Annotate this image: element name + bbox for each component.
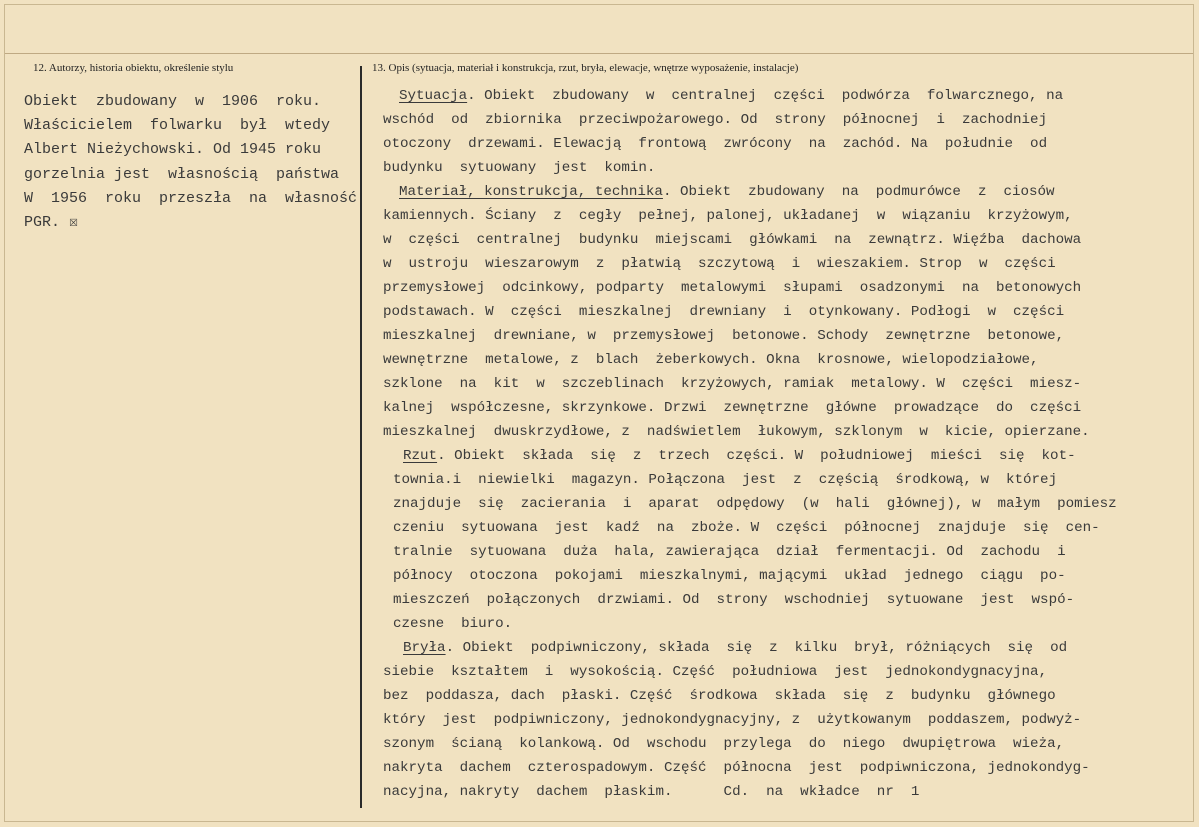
text-line	[383, 540, 1189, 564]
text-line: Obiekt zbudowany w 1906 roku.	[24, 93, 322, 110]
section-13-header: 13. Opis (sytuacja, materiał i konstrukcja, rzut, bryła, elewacje, wnętrze wyposażenie, instalacje)	[372, 62, 799, 74]
line-text: townia.i niewielki magazyn. Połączona jest z częścią środkową, w której	[393, 472, 1058, 488]
text-line	[383, 252, 1189, 276]
line-text: . Obiekt podpiwniczony, składa się z kilku brył, różniących się od	[445, 640, 1068, 656]
line-text: w ustroju wieszarowym z płatwią szczytową i wieszakiem. Strop w części	[383, 256, 1056, 272]
text-line: gorzelnia jest własnością państwa	[24, 165, 340, 183]
line-text: północy otoczona pokojami mieszkalnymi, mającymi układ jednego ciągu po-	[393, 568, 1066, 584]
text-line	[383, 444, 1189, 468]
line-text: kalnej współczesne, skrzynkowe. Drzwi zewnętrzne główne prowadzące do części	[383, 400, 1082, 416]
text-line	[383, 492, 1189, 516]
text-line	[383, 156, 1189, 180]
text-line	[383, 756, 1189, 780]
text-line	[383, 372, 1189, 396]
line-text: bez poddasza, dach płaski. Część środkowa składa się z budynku głównego	[383, 688, 1056, 704]
text-line: W 1956 roku przeszła na własność	[24, 189, 358, 207]
text-line	[383, 204, 1189, 228]
text-line	[383, 324, 1189, 348]
section-12-header: 12. Autorzy, historia obiektu, określenie stylu	[33, 62, 234, 74]
line-text: czeniu sytuowana jest kadź na zboże. W części północnej znajduje się cen-	[393, 520, 1100, 536]
section-heading: Sytuacja	[399, 88, 468, 104]
line-text: szonym ścianą kolankową. Od wschodu przylega do niego dwupiętrowa wieża,	[383, 736, 1065, 752]
line-text: podstawach. W części mieszkalnej drewniany i otynkowany. Podłogi w części	[383, 304, 1065, 320]
line-text: . Obiekt składa się z trzech części. W południowej mieści się kot-	[437, 448, 1076, 464]
line-text: budynku sytuowany jest komin.	[383, 160, 656, 176]
line-text: kamiennych. Ściany z cegły pełnej, palonej, układanej w wiązaniu krzyżowym,	[383, 208, 1073, 224]
line-text: znajduje się zacierania i aparat odpędowy (w hali głównej), w małym pomiesz	[393, 496, 1117, 512]
section-heading: Rzut	[403, 448, 438, 464]
text-line	[383, 108, 1189, 132]
text-line	[383, 420, 1189, 444]
text-line	[383, 564, 1189, 588]
text-line	[383, 636, 1189, 660]
text-line	[383, 348, 1189, 372]
text-line	[383, 516, 1189, 540]
top-rule	[5, 53, 1193, 54]
line-text: tralnie sytuowana duża hala, zawierająca dział fermentacji. Od zachodu i	[393, 544, 1066, 560]
text-line	[383, 732, 1189, 756]
line-text: mieszkalnej drewniane, w przemysłowej betonowe. Schody zewnętrzne betonowe,	[383, 328, 1065, 344]
text-line	[383, 228, 1189, 252]
line-text: nakryta dachem czterospadowym. Część północna jest podpiwniczona, jednokondyg-	[383, 760, 1090, 776]
text-line	[383, 132, 1189, 156]
section-heading: Bryła	[403, 640, 446, 656]
line-text: wewnętrzne metalowe, z blach żeberkowych. Okna krosnowe, wielopodziałowe,	[383, 352, 1039, 368]
text-line	[383, 468, 1189, 492]
text-line	[383, 708, 1189, 732]
line-text: wschód od zbiornika przeciwpożarowego. Od strony północnej i zachodniej	[383, 112, 1048, 128]
text-line: Właścicielem folwarku był wtedy	[24, 117, 331, 135]
text-line	[383, 396, 1189, 420]
line-text: mieszczeń połączonych drzwiami. Od strony wschodniej sytuowane jest wspó-	[393, 592, 1075, 608]
section-13-text	[383, 84, 1189, 804]
text-line	[383, 660, 1189, 684]
text-line	[383, 180, 1189, 204]
text-line: PGR. ☒	[24, 213, 79, 231]
line-text: szklone na kit w szczeblinach krzyżowych, ramiak metalowy. W części miesz-	[383, 376, 1082, 392]
line-text: . Obiekt zbudowany na podmurówce z ciosów	[662, 184, 1055, 200]
line-text: otoczony drzewami. Elewacją frontową zwrócony na zachód. Na południe od	[383, 136, 1048, 152]
text-line	[383, 300, 1189, 324]
line-text: przemysłowej odcinkowy, podparty metalowymi słupami osadzonymi na betonowych	[383, 280, 1082, 296]
text-line	[383, 588, 1189, 612]
line-text: siebie kształtem i wysokością. Część południowa jest jednokondygnacyjna,	[383, 664, 1048, 680]
section-heading: Materiał, konstrukcja, technika	[399, 184, 663, 200]
text-line	[383, 612, 1189, 636]
text-line: Albert Nieżychowski. Od 1945 roku	[24, 141, 322, 159]
line-text: nacyjna, nakryty dachem płaskim. Cd. na wkładce nr 1	[383, 784, 920, 800]
line-text: czesne biuro.	[393, 616, 513, 632]
text-line	[383, 684, 1189, 708]
text-line	[383, 276, 1189, 300]
text-line	[383, 84, 1189, 108]
line-text: . Obiekt zbudowany w centralnej części podwórza folwarcznego, na	[467, 88, 1064, 104]
line-text: w części centralnej budynku miejscami główkami na zewnątrz. Więźba dachowa	[383, 232, 1082, 248]
text-line	[383, 780, 1189, 804]
line-text: który jest podpiwniczony, jednokondygnacyjny, z użytkowanym poddaszem, podwyż-	[383, 712, 1082, 728]
line-text: mieszkalnej dwuskrzydłowe, z nadświetlem łukowym, szklonym w kicie, opierzane.	[383, 424, 1090, 440]
section-12-text	[24, 90, 374, 235]
